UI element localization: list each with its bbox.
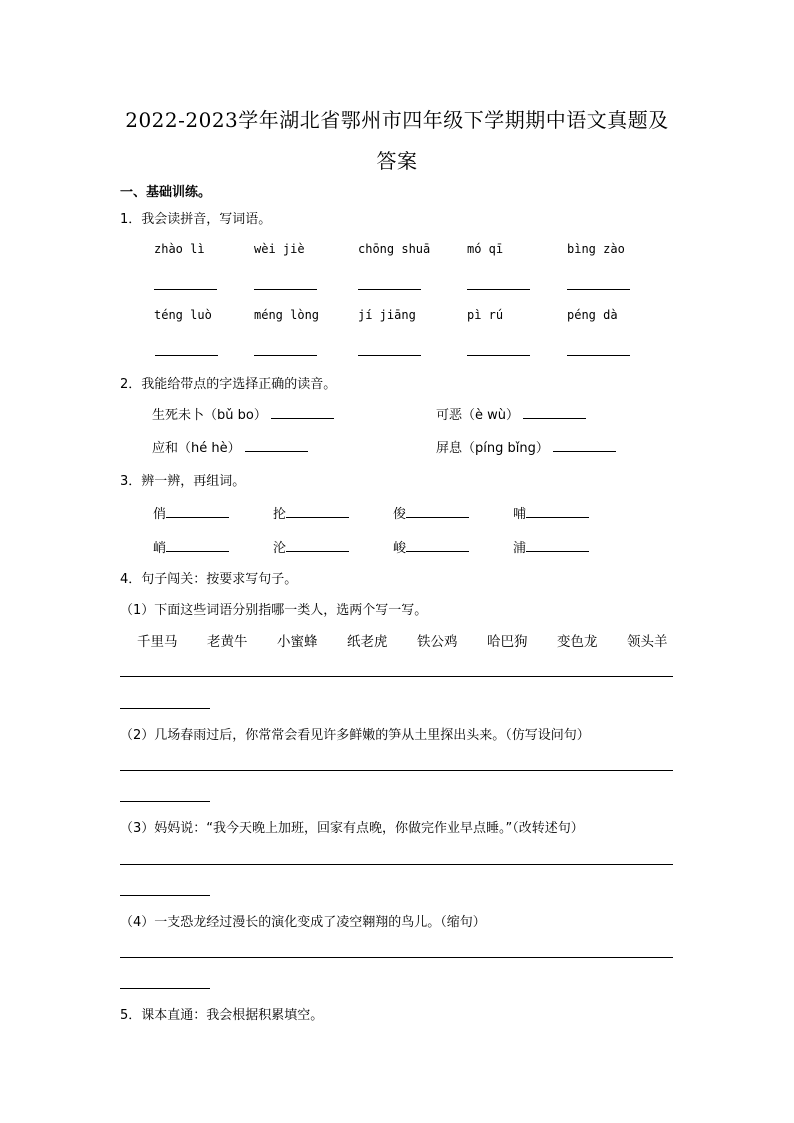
answer-line[interactable] bbox=[120, 676, 673, 677]
section-heading: 一、基础训练。 bbox=[120, 185, 212, 200]
character: 峻 bbox=[393, 541, 407, 556]
pinyin-item: pì rú bbox=[467, 308, 504, 322]
answer-blank[interactable] bbox=[553, 439, 616, 452]
character-item bbox=[393, 537, 469, 556]
answer-blank[interactable] bbox=[358, 355, 421, 356]
question-3-prompt: 3．辨一辨，再组词。 bbox=[120, 474, 246, 489]
pinyin-item: mó qī bbox=[467, 242, 504, 256]
word-item: 领头羊 bbox=[627, 634, 668, 650]
pinyin-item: wèi jiè bbox=[254, 242, 305, 256]
word-item: 铁公鸡 bbox=[417, 634, 458, 650]
pinyin-item: péng dà bbox=[567, 308, 618, 322]
answer-blank[interactable] bbox=[358, 289, 421, 290]
answer-blank[interactable] bbox=[254, 289, 317, 290]
character: 俏 bbox=[153, 507, 167, 522]
answer-line-short[interactable] bbox=[120, 708, 210, 709]
answer-blank[interactable] bbox=[526, 505, 589, 518]
reading-choice-text: 屏息（píng bǐng） bbox=[436, 441, 549, 456]
character-item bbox=[273, 537, 349, 556]
pinyin-item: téng luò bbox=[154, 308, 212, 322]
reading-choice-item bbox=[436, 404, 586, 423]
question-1-prompt: 1．我会读拼音，写词语。 bbox=[120, 212, 272, 227]
reading-choice-item bbox=[436, 437, 616, 456]
character-item bbox=[393, 503, 469, 522]
q4-sub1-prompt: （1）下面这些词语分别指哪一类人，选两个写一写。 bbox=[120, 603, 428, 618]
pinyin-item: bìng zào bbox=[567, 242, 625, 256]
pinyin-item: zhào lì bbox=[154, 242, 205, 256]
document-title-line2: 答案 bbox=[376, 149, 418, 173]
question-4-prompt: 4．句子闯关：按要求写句子。 bbox=[120, 572, 298, 587]
word-item: 小蜜蜂 bbox=[277, 634, 318, 650]
question-5-prompt: 5．课本直通：我会根据积累填空。 bbox=[120, 1008, 324, 1023]
answer-blank[interactable] bbox=[286, 505, 349, 518]
answer-blank[interactable] bbox=[245, 439, 308, 452]
word-item: 纸老虎 bbox=[347, 634, 388, 650]
answer-line-short[interactable] bbox=[120, 801, 210, 802]
word-item: 老黄牛 bbox=[207, 634, 248, 650]
character: 抡 bbox=[273, 507, 287, 522]
word-item: 变色龙 bbox=[557, 634, 598, 650]
answer-line-short[interactable] bbox=[120, 988, 210, 989]
pinyin-item: chōng shuā bbox=[358, 242, 431, 256]
character-item bbox=[153, 503, 229, 522]
answer-blank[interactable] bbox=[166, 539, 229, 552]
answer-blank[interactable] bbox=[286, 539, 349, 552]
answer-blank[interactable] bbox=[526, 539, 589, 552]
character-item bbox=[273, 503, 349, 522]
word-item: 哈巴狗 bbox=[487, 634, 528, 650]
question-2-prompt: 2．我能给带点的字选择正确的读音。 bbox=[120, 377, 337, 392]
document-title-line1: 2022-2023学年湖北省鄂州市四年级下学期期中语文真题及 bbox=[125, 108, 669, 132]
answer-line[interactable] bbox=[120, 864, 673, 865]
reading-choice-text: 可恶（è wù） bbox=[436, 408, 520, 423]
word-item: 千里马 bbox=[137, 634, 178, 650]
answer-blank[interactable] bbox=[567, 355, 630, 356]
answer-blank[interactable] bbox=[467, 289, 530, 290]
q4-sub2-prompt: （2）几场春雨过后，你常常会看见许多鲜嫩的笋从土里探出头来。（仿写设问句） bbox=[120, 728, 590, 743]
character: 沦 bbox=[273, 541, 287, 556]
character-item bbox=[153, 537, 229, 556]
answer-blank[interactable] bbox=[406, 539, 469, 552]
q4-sub3-prompt: （3）妈妈说：“我今天晚上加班，回家有点晚，你做完作业早点睡。”（改转述句） bbox=[120, 821, 584, 836]
character: 哺 bbox=[513, 507, 527, 522]
answer-line-short[interactable] bbox=[120, 895, 210, 896]
answer-blank[interactable] bbox=[406, 505, 469, 518]
reading-choice-text: 生死未卜（bǔ bo） bbox=[152, 408, 267, 423]
answer-blank[interactable] bbox=[254, 355, 317, 356]
character-item bbox=[513, 537, 589, 556]
answer-blank[interactable] bbox=[155, 355, 218, 356]
answer-line[interactable] bbox=[120, 770, 673, 771]
reading-choice-text: 应和（hé hè） bbox=[152, 441, 241, 456]
answer-blank[interactable] bbox=[166, 505, 229, 518]
answer-blank[interactable] bbox=[567, 289, 630, 290]
q4-sub4-prompt: （4）一支恐龙经过漫长的演化变成了凌空翱翔的鸟儿。（缩句） bbox=[120, 915, 486, 930]
character: 俊 bbox=[393, 507, 407, 522]
reading-choice-item bbox=[152, 404, 334, 423]
pinyin-item: jí jiāng bbox=[358, 308, 416, 322]
character: 峭 bbox=[153, 541, 167, 556]
answer-line[interactable] bbox=[120, 957, 673, 958]
answer-blank[interactable] bbox=[523, 406, 586, 419]
character-item bbox=[513, 503, 589, 522]
answer-blank[interactable] bbox=[271, 406, 334, 419]
answer-blank[interactable] bbox=[154, 289, 217, 290]
reading-choice-item bbox=[152, 437, 308, 456]
pinyin-item: méng lòng bbox=[254, 308, 320, 322]
character: 浦 bbox=[513, 541, 527, 556]
answer-blank[interactable] bbox=[467, 355, 530, 356]
